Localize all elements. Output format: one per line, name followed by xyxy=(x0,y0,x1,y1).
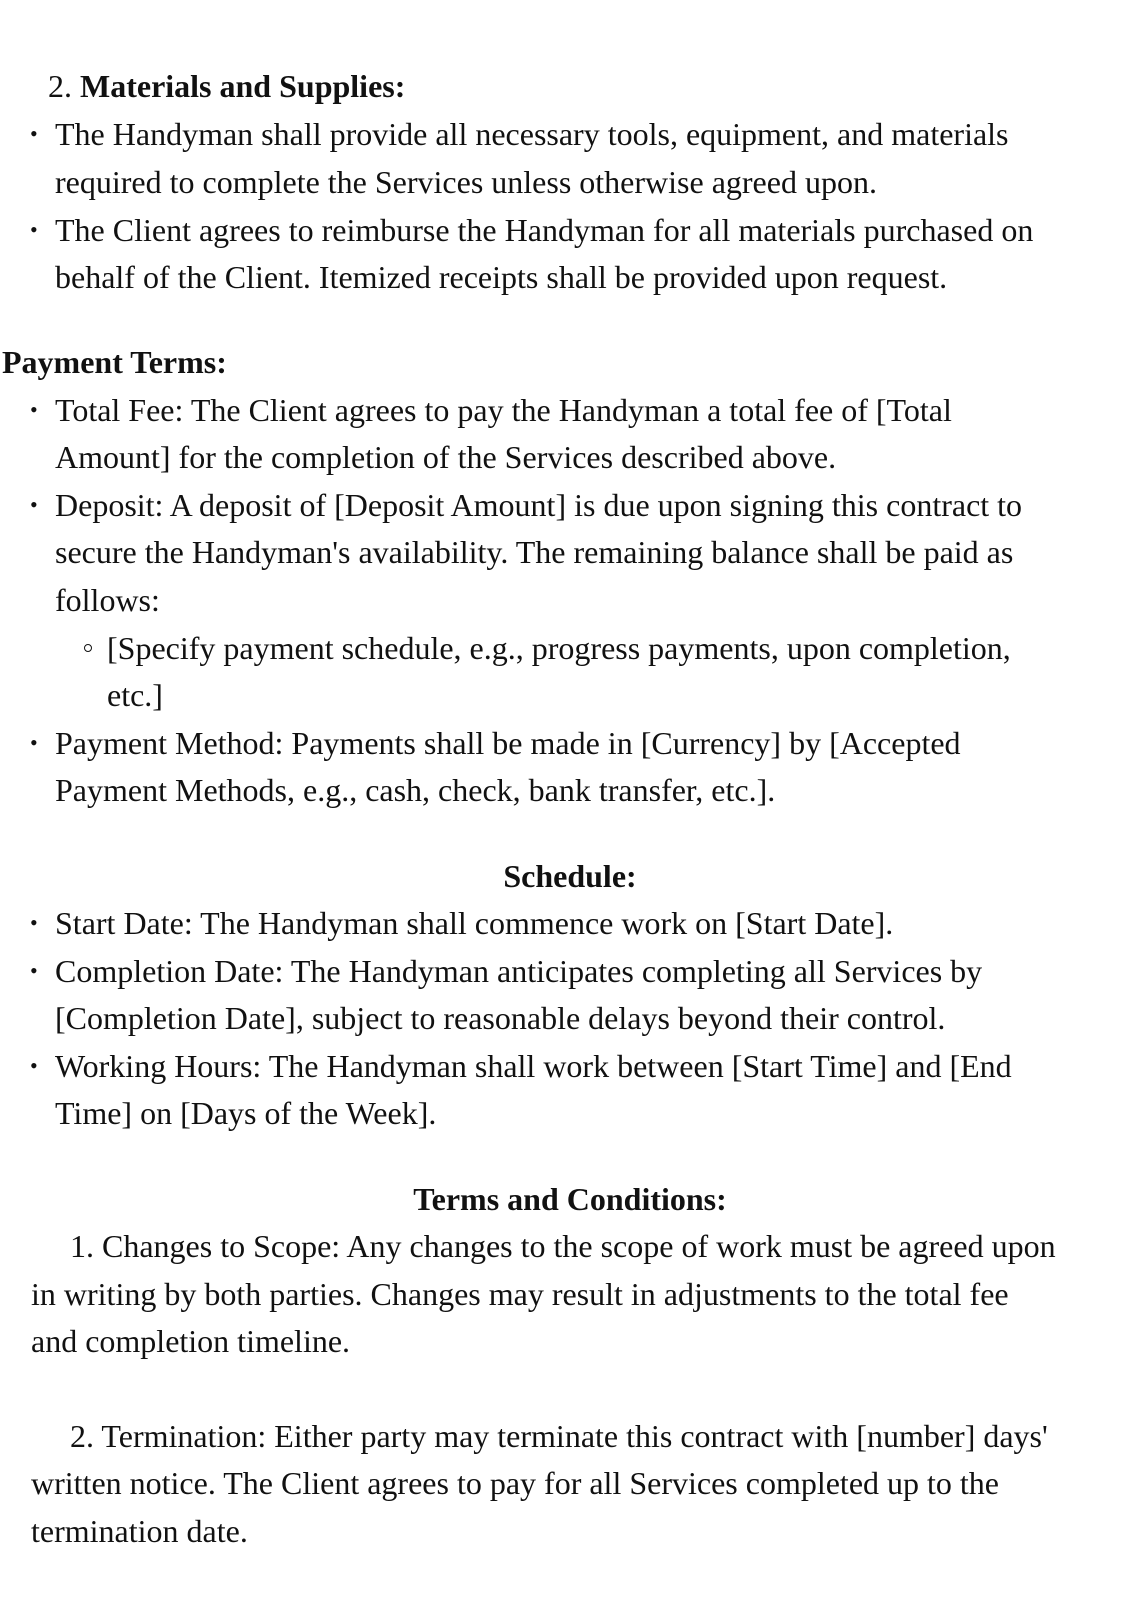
payment-schedule-line-2: etc.] xyxy=(107,677,163,713)
changes-to-scope-line-3: and completion timeline. xyxy=(31,1323,351,1359)
deposit-line-3: follows: xyxy=(55,582,160,618)
bullet-icon: • xyxy=(30,910,38,935)
materials-heading xyxy=(48,62,405,110)
materials-item-1-line-1: The Handyman shall provide all necessary tools, equipment, and materials xyxy=(55,116,1009,152)
total-fee-line-1: Total Fee: The Client agrees to pay the Handyman a total fee of [Total xyxy=(55,392,952,428)
changes-to-scope-line-1: 1. Changes to Scope: Any changes to the scope of work must be agreed upon xyxy=(70,1228,1056,1264)
materials-heading-number: 2. xyxy=(48,68,80,104)
changes-to-scope-line-2: in writing by both parties. Changes may result in adjustments to the total fee xyxy=(31,1276,1009,1312)
payment-schedule-line-1: [Specify payment schedule, e.g., progress payments, upon completion, xyxy=(107,630,1011,666)
terms-heading: Terms and Conditions: xyxy=(413,1181,727,1217)
completion-date-line-2: [Completion Date], subject to reasonable delays beyond their control. xyxy=(55,1000,946,1036)
materials-item-2-line-1: The Client agrees to reimburse the Handyman for all materials purchased on xyxy=(55,212,1034,248)
working-hours-line-2: Time] on [Days of the Week]. xyxy=(55,1095,437,1131)
bullet-icon: • xyxy=(30,217,38,242)
termination-line-1: 2. Termination: Either party may terminate this contract with [number] days' xyxy=(70,1418,1048,1454)
materials-heading-label: Materials and Supplies: xyxy=(80,68,406,104)
bullet-icon: • xyxy=(30,397,38,422)
bullet-icon: • xyxy=(30,958,38,983)
schedule-heading: Schedule: xyxy=(503,858,637,894)
start-date-line: Start Date: The Handyman shall commence work on [Start Date]. xyxy=(55,905,894,941)
bullet-icon: • xyxy=(30,121,38,146)
deposit-line-1: Deposit: A deposit of [Deposit Amount] is due upon signing this contract to xyxy=(55,487,1023,523)
materials-item-1-line-2: required to complete the Services unless otherwise agreed upon. xyxy=(55,164,877,200)
payment-method-line-2: Payment Methods, e.g., cash, check, bank transfer, etc.]. xyxy=(55,772,776,808)
payment-terms-heading: Payment Terms: xyxy=(2,344,227,380)
completion-date-line-1: Completion Date: The Handyman anticipates completing all Services by xyxy=(55,953,983,989)
total-fee-line-2: Amount] for the completion of the Services described above. xyxy=(55,439,837,475)
payment-method-line-1: Payment Method: Payments shall be made in [Currency] by [Accepted xyxy=(55,725,961,761)
materials-item-2-line-2: behalf of the Client. Itemized receipts shall be provided upon request. xyxy=(55,259,948,295)
bullet-icon: • xyxy=(30,1053,38,1078)
termination-line-2: written notice. The Client agrees to pay for all Services completed up to the xyxy=(31,1465,999,1501)
bullet-icon: • xyxy=(30,492,38,517)
termination-line-3: termination date. xyxy=(31,1513,248,1549)
bullet-icon: • xyxy=(30,730,38,755)
working-hours-line-1: Working Hours: The Handyman shall work between [Start Time] and [End xyxy=(55,1048,1012,1084)
sub-bullet-icon xyxy=(84,644,92,652)
deposit-line-2: secure the Handyman's availability. The remaining balance shall be paid as xyxy=(55,534,1014,570)
